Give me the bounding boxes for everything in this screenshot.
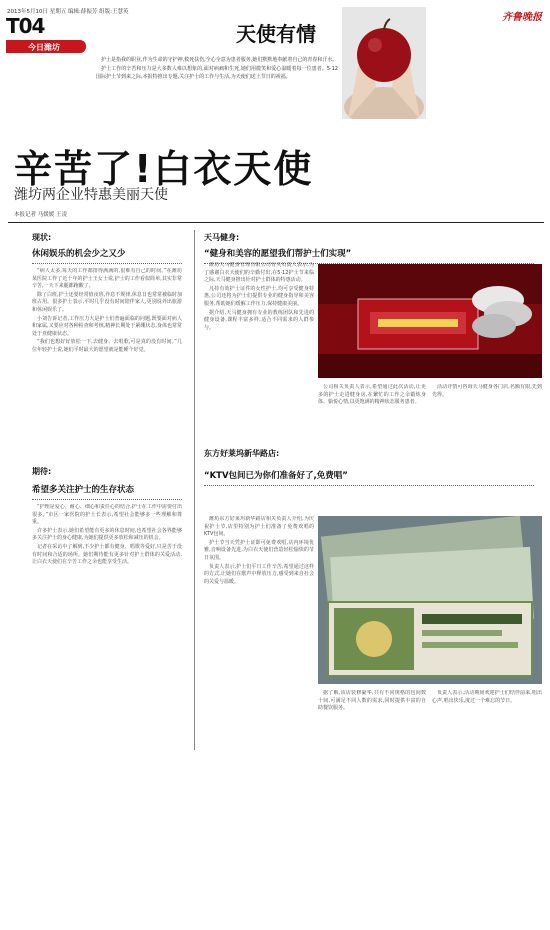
section-sub-ktv: “KTV包间已为你们准备好了,免费唱” (204, 471, 348, 481)
column-divider (194, 230, 195, 750)
left-section-2 (32, 466, 182, 724)
gym-below-para: 公司相关负责人表示,希望通过此次活动,让更多的护士走进健身房,在繁忙的工作之余锻炼身体、愉悦心情,以更饱满的精神状态服务患者。 (318, 384, 426, 406)
section-sub-hope: 希望多关注护士的生存状态 (32, 485, 135, 495)
headline-sub: 潍坊两企业特惠美丽天使 (14, 187, 168, 203)
hope-para: 记者在采访中了解到,不少护士都有健身、唱歌等爱好,只是苦于没有时间和合适的场所。她们期待能有更多针对护士群体的关爱活动,让白衣天使们在辛苦工作之余也能享受生活。 (32, 543, 182, 566)
ktv-voucher-photo (318, 516, 542, 684)
intro-para-1: 护士是指我的职业,作为生命的守护神,救死扶伤,全心全意为患者服务,她们默默地奉献着自己的青春和汗水。 (101, 57, 338, 63)
byline: 本报记者 马媛媛 王凌 (14, 212, 67, 218)
gym-para: 据介绍,天马健身拥有专业的教练团队和先进的健身设备,课程丰富多样,适合不同需求的人群参与。 (204, 309, 314, 331)
apple-hands-photo (342, 7, 426, 119)
ktv-below-right (432, 690, 542, 750)
section-sub-status: 休闲娱乐的机会少之又少 (32, 249, 126, 259)
newspaper-logo: 齐鲁晚报 (502, 12, 542, 23)
gym-promo-photo (318, 264, 542, 378)
dotted-rule (32, 499, 182, 500)
voucher-illustration (318, 516, 542, 684)
apple-hands-illustration (342, 7, 426, 119)
status-para: “病人太多,每天的工作都排得满满的,很难有自己的时间。”在潍坊某医院工作了近十年的护士王女士说,护士的工作看似简单,其实非常辛苦,一天下来腿都跑酸了。 (32, 268, 182, 290)
section-label-hope: 期待: (32, 467, 52, 476)
ktv-para: 护士节当天凭护士证即可免费欢唱,店内环境优雅,音响设备先进,为白衣天使们营造轻松愉快的节日氛围。 (204, 539, 314, 561)
status-para: “我们也想好好放松一下,去健身、去唱歌,可是真的没有时间。”几位年轻护士说,她们平时最大的愿望就是能睡个好觉。 (32, 339, 182, 353)
page-number: T04 (6, 14, 45, 38)
gym-below-left (318, 384, 426, 440)
section-sub-gym: “健身和美容的愿望我们帮护士们实现” (204, 249, 352, 259)
gym-below-right (432, 384, 542, 440)
status-para: 除了白班,护士还要经常值夜班,作息不规律,休息日也常常被临时加班占用。很多护士表示,平时几乎没有时间陪伴家人,更别说外出旅游和休闲娱乐了。 (32, 291, 182, 313)
intro-para-2: 护士工作的辛苦和压力是大多数人难以想象的,面对病痛和生死,她们用微笑和爱心温暖着每一位患者。5·12国际护士节到来之际,本报特推出专题,关注护士的工作与生活,为天使们送上节日的祝福。 (96, 66, 338, 80)
left-section-1 (32, 232, 182, 453)
feature-title: 天使有情 (236, 22, 316, 46)
ktv-section (204, 448, 544, 486)
dotted-rule (204, 485, 534, 486)
gym-below-para: 活动详情可咨询天马健身各门店,名额有限,先到先得。 (432, 384, 542, 398)
column-tab (6, 40, 86, 53)
gym-section (204, 232, 544, 264)
column-tab-label: 今日潍坊 (28, 42, 60, 52)
headline-divider (8, 222, 544, 223)
section-label-status: 现状: (32, 233, 52, 242)
headline-main: 辛苦了!白衣天使 (14, 147, 314, 191)
hope-para: 许多护士表示,她们希望能有更多的休息时间,也希望社会各界能够多关注护士的身心健康,为她们提供更多放松和减压的机会。 (32, 527, 182, 542)
date-line: 2013年5月10日 星期五 编辑:薛振芳 组版:王慧英 (7, 9, 129, 15)
gym-body (204, 262, 314, 438)
section-label-ktv: 东方好莱坞新华路店: (204, 449, 280, 458)
gym-para: 潍坊天马健身管理有限公司有关负责人表示,为了感谢白衣天使们的辛勤付出,在5·12护士节来临之际,天马健身推出针对护士群体的特惠活动。 (204, 262, 314, 284)
intro-text (96, 56, 338, 82)
hope-body (32, 504, 182, 724)
status-body (32, 268, 182, 453)
status-para: 小刘告诉记者,工作压力大是护士们普遍面临的问题,既要面对病人和家属,又要应对各种检查和考核,精神长期处于紧绷状态,身体也常常处于亚健康状态。 (32, 315, 182, 337)
hope-para: “护理是爱心、耐心、细心和责任心的结合,护士在工作中需要付出很多。”市区一家医院的护士长表示,希望社会能够多一些理解和尊重。 (32, 504, 182, 526)
gym-banner-illustration (318, 264, 542, 378)
ktv-para: 潍坊东方好莱坞新华路店相关负责人介绍,为庆祝护士节,店里特别为护士们准备了免费欢唱的KTV包间。 (204, 516, 314, 538)
dotted-rule (32, 263, 182, 264)
ktv-below-para: 负责人表示,活动期间欢迎护士们结伴前来,唱出心声,唱出快乐,度过一个难忘的节日。 (432, 690, 542, 704)
ktv-below-left (318, 690, 426, 750)
ktv-below-para: 据了解,该店装修豪华,共有不同规格的包间数十间,可满足不同人数的需求,同时提供丰富的自助餐饮服务。 (318, 690, 426, 712)
section-label-gym: 天马健身: (204, 233, 240, 242)
ktv-body (204, 516, 314, 750)
ktv-para: 负责人表示,护士们平日工作辛苦,希望通过这样的方式,让她们在歌声中释放压力,感受到来自社会的关爱与温暖。 (204, 563, 314, 585)
gym-para: 凡持有效护士证件的女性护士,均可享受健身特惠,公司还将为护士们提供专业的健身指导和美容服务,帮助她们缓解工作压力,保持健康美丽。 (204, 285, 314, 307)
